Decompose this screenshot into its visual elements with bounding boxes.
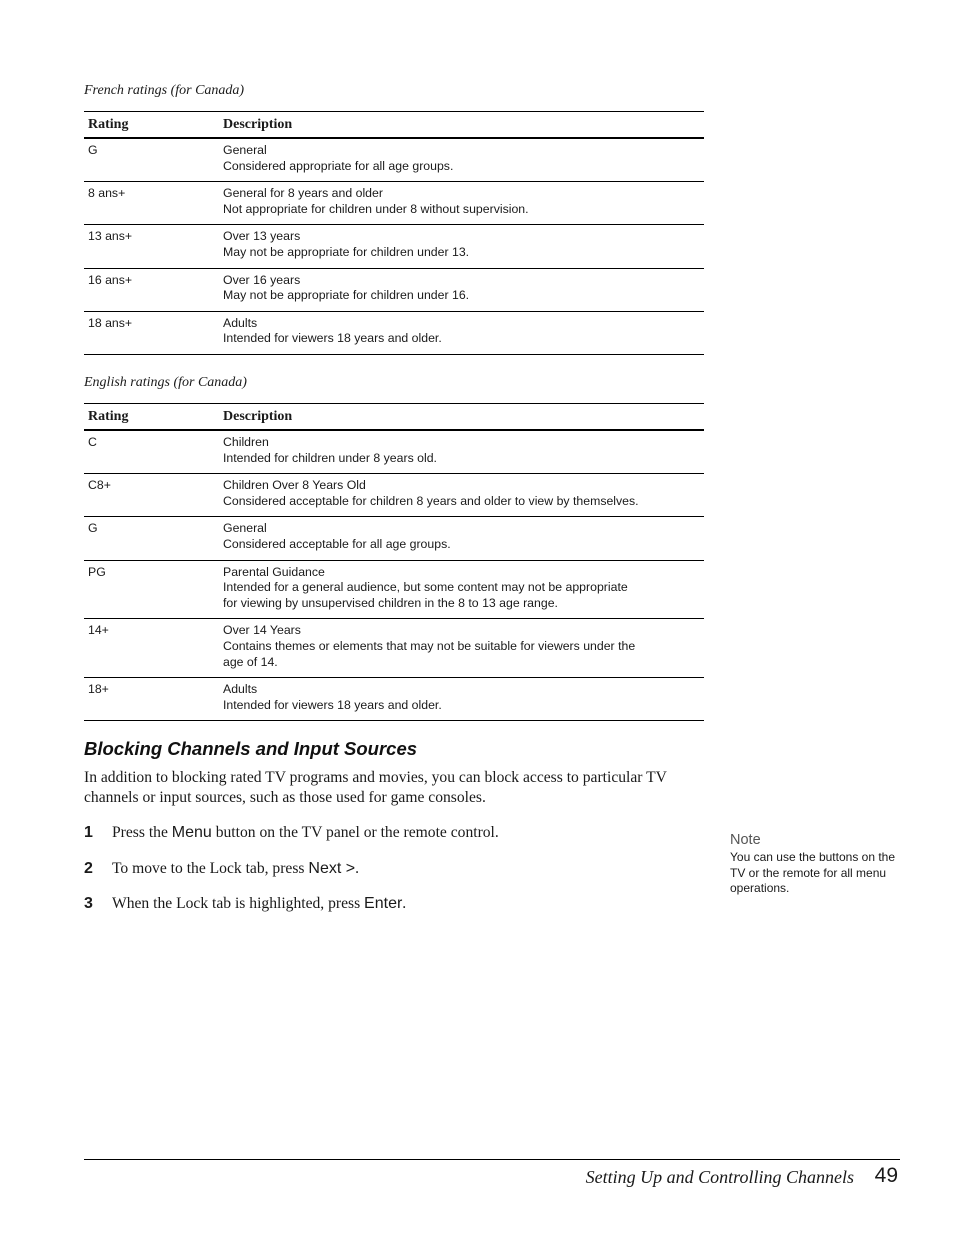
description-cell [219,474,704,517]
description-line: for viewing by unsupervised children in the 8 to 13 age range. [223,595,558,610]
description-cell [219,182,704,225]
description-cell [219,678,704,721]
description-cell [219,311,704,354]
description-cell [219,517,704,560]
description-line: Adults [223,682,258,697]
description-cell [219,138,704,182]
description-cell [219,619,704,678]
step-text-before: To move to the Lock tab, press [112,860,309,877]
description-line: May not be appropriate for children under 16. [223,288,470,303]
footer-divider [84,1159,900,1160]
table-header-row [84,404,704,431]
french-ratings-caption: French ratings (for Canada) [84,83,245,98]
description-line: Over 16 years [223,272,301,287]
description-cell [219,430,704,474]
table-row [84,474,704,517]
rating-cell: C8+ [84,474,219,517]
table-row [84,678,704,721]
table-row [84,619,704,678]
menu-key-label: Menu [171,824,212,841]
rating-cell: 14+ [84,619,219,678]
section-heading: Blocking Channels and Input Sources [84,738,418,759]
english-ratings-table [84,403,704,721]
table-row [84,560,704,619]
table-row [84,517,704,560]
description-line: Intended for viewers 18 years and older. [223,331,442,346]
intro-paragraph: In addition to blocking rated TV programs and movies, you can block access to particular TV channels or input sources, such as those used for game consoles. [84,769,667,806]
french-ratings-body [84,138,704,354]
enter-key-label: Enter [364,895,403,912]
table-row [84,225,704,268]
table-row [84,430,704,474]
description-line: General for 8 years and older [223,186,383,201]
side-note [730,832,905,897]
description-line: Children [223,435,269,449]
table-row [84,138,704,182]
step-text-before: When the Lock tab is highlighted, press [112,895,365,912]
rating-column-header: Rating [84,112,219,139]
step-text [112,895,406,913]
description-line: Adults [223,315,258,330]
description-cell [219,268,704,311]
description-column-header: Description [219,112,704,139]
description-line: age of 14. [223,654,278,669]
rating-cell: 18+ [84,678,219,721]
step-number: 2 [84,860,93,877]
step-text-after: button on the TV panel or the remote control. [211,824,499,841]
description-line: Not appropriate for children under 8 without supervision. [223,201,529,216]
rating-cell: 18 ans+ [84,311,219,354]
table-row [84,182,704,225]
step-number: 3 [84,895,93,912]
description-line: Contains themes or elements that may not be suitable for viewers under the [223,638,636,653]
description-line: General [223,143,267,157]
english-ratings-caption: English ratings (for Canada) [84,375,247,390]
step-text-after: . [402,895,407,912]
table-row [84,268,704,311]
step-text-before: Press the [112,824,172,841]
description-line: Over 14 Years [223,623,301,638]
rating-cell: C [84,430,219,474]
rating-cell: 16 ans+ [84,268,219,311]
rating-column-header: Rating [84,404,219,431]
description-line: Children Over 8 Years Old [223,478,366,493]
description-line: Considered appropriate for all age groups. [223,158,454,173]
step-number: 1 [84,824,93,841]
rating-cell: 8 ans+ [84,182,219,225]
description-line: General [223,521,267,536]
description-line: Considered acceptable for all age groups. [223,536,451,551]
rating-cell: G [84,138,219,182]
table-row [84,311,704,354]
rating-cell: PG [84,560,219,619]
step-text [112,860,359,878]
footer-chapter-title: Setting Up and Controlling Channels [585,1167,854,1187]
description-line: May not be appropriate for children under 13. [223,244,470,259]
rating-cell: G [84,517,219,560]
description-line: Intended for a general audience, but some content may not be appropriate [223,580,628,595]
next-key-label: Next > [308,860,356,877]
description-line: Considered acceptable for children 8 years and older to view by themselves. [223,493,639,508]
step-text [112,824,499,842]
description-cell [219,225,704,268]
note-title: Note [730,832,761,848]
description-line: Intended for viewers 18 years and older. [223,697,442,712]
step-text-after: . [355,860,359,877]
english-ratings-body [84,430,704,721]
rating-cell: 13 ans+ [84,225,219,268]
description-line: Parental Guidance [223,564,325,579]
table-header-row [84,112,704,139]
description-cell [219,560,704,619]
note-body: You can use the buttons on the TV or the remote for all menu operations. [730,850,896,896]
description-column-header: Description [219,404,704,431]
french-ratings-table [84,111,704,355]
page-number: 49 [874,1164,898,1187]
description-line: Over 13 years [223,229,301,244]
description-line: Intended for children under 8 years old. [223,450,437,465]
